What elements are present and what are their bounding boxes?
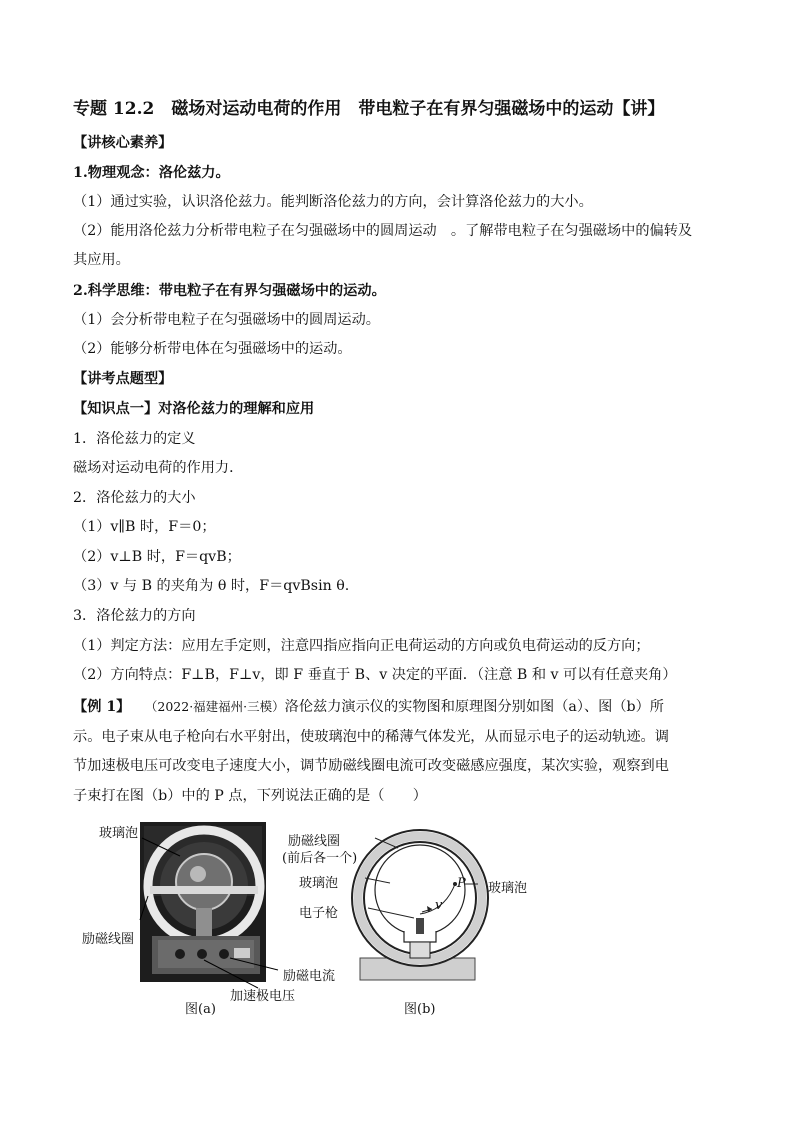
- example1-text-line2: 示。电子束从电子枪向右水平射出，使玻璃泡中的稀薄气体发光，从而显示电子的运动轨迹。调: [73, 729, 669, 745]
- question-types-heading: 【讲考点题型】: [73, 371, 173, 387]
- example1-line1: [73, 697, 664, 717]
- fig-b-label-gun: 电子枪: [299, 906, 339, 921]
- example1-label: 【例 1】: [73, 699, 131, 715]
- example1-text-line4: 子束打在图（b）中的 P 点，下列说法正确的是（ ）: [73, 788, 427, 804]
- kp1-section2-c: （3）v 与 B 的夹角为 θ 时，F＝qvBsin θ.: [73, 578, 350, 594]
- fig-a-label-bulb: 玻璃泡: [99, 826, 139, 841]
- fig-a-label-voltage: 加速极电压: [230, 989, 296, 1004]
- core1-heading: 1.物理观念：洛伦兹力。: [73, 165, 230, 181]
- kp1-section2-a: （1）v∥B 时，F＝0；: [73, 519, 216, 535]
- fig-b-label-coil-line2: (前后各一个): [282, 851, 358, 866]
- core2-item2: （2）能够分析带电体在匀强磁场中的运动。: [73, 341, 352, 357]
- kp1-section3: 3．洛伦兹力的方向: [73, 608, 196, 624]
- example1-text-line1: 洛伦兹力演示仪的实物图和原理图分别如图（a）、图（b）所: [284, 699, 664, 715]
- fig-b-label-bulb-left: 玻璃泡: [299, 876, 339, 891]
- kp1-section1: 1．洛伦兹力的定义: [73, 431, 196, 447]
- fig-b-label-bulb-right: 玻璃泡: [488, 881, 528, 896]
- example1-source: （2022·福建福州·三模）: [144, 699, 285, 714]
- fig-b-caption: 图(b): [404, 1002, 436, 1017]
- kp1-section2-b: （2）v⊥B 时，F＝qvB；: [73, 549, 241, 565]
- core1-item1: （1）通过实验，认识洛伦兹力。能判断洛伦兹力的方向，会计算洛伦兹力的大小。: [73, 194, 593, 210]
- kp1-section3-b: （2）方向特点：F⊥B，F⊥v，即 F 垂直于 B、v 决定的平面．（注意 B 和 v 可以有任意夹角）: [73, 667, 677, 683]
- fig-a-label-current: 励磁电流: [283, 969, 336, 984]
- core1-item2-line2: 其应用。: [73, 252, 130, 268]
- fig-b-label-p: P: [457, 876, 466, 891]
- fig-b-label-v: v: [435, 898, 443, 913]
- page-title: 专题 12.2 磁场对运动电荷的作用 带电粒子在有界匀强磁场中的运动【讲】: [73, 99, 665, 119]
- core2-heading: 2.科学思维：带电粒子在有界匀强磁场中的运动。: [73, 283, 386, 299]
- fig-b-label-coil-line1: 励磁线圈: [288, 834, 341, 849]
- kp1-section2: 2．洛伦兹力的大小: [73, 490, 196, 506]
- core2-item1: （1）会分析带电粒子在匀强磁场中的圆周运动。: [73, 312, 380, 328]
- kp1-section3-a: （1）判定方法：应用左手定则，注意四指应指向正电荷运动的方向或负电荷运动的反方向；: [73, 638, 650, 654]
- example1-text-line3: 节加速极电压可改变电子速度大小，调节励磁线圈电流可改变磁感应强度，某次实验，观察到电: [73, 758, 669, 774]
- fig-a-caption: 图(a): [185, 1002, 216, 1017]
- fig-a-label-coil: 励磁线圈: [82, 932, 135, 947]
- core-literacy-heading: 【讲核心素养】: [73, 135, 173, 151]
- kp1-section1-text: 磁场对运动电荷的作用力．: [73, 460, 244, 476]
- knowledge-point1-heading: 【知识点一】对洛伦兹力的理解和应用: [73, 401, 315, 417]
- core1-item2-line1: （2）能用洛伦兹力分析带电粒子在匀强磁场中的圆周运动 。了解带电粒子在匀强磁场中的偏转及: [73, 223, 693, 239]
